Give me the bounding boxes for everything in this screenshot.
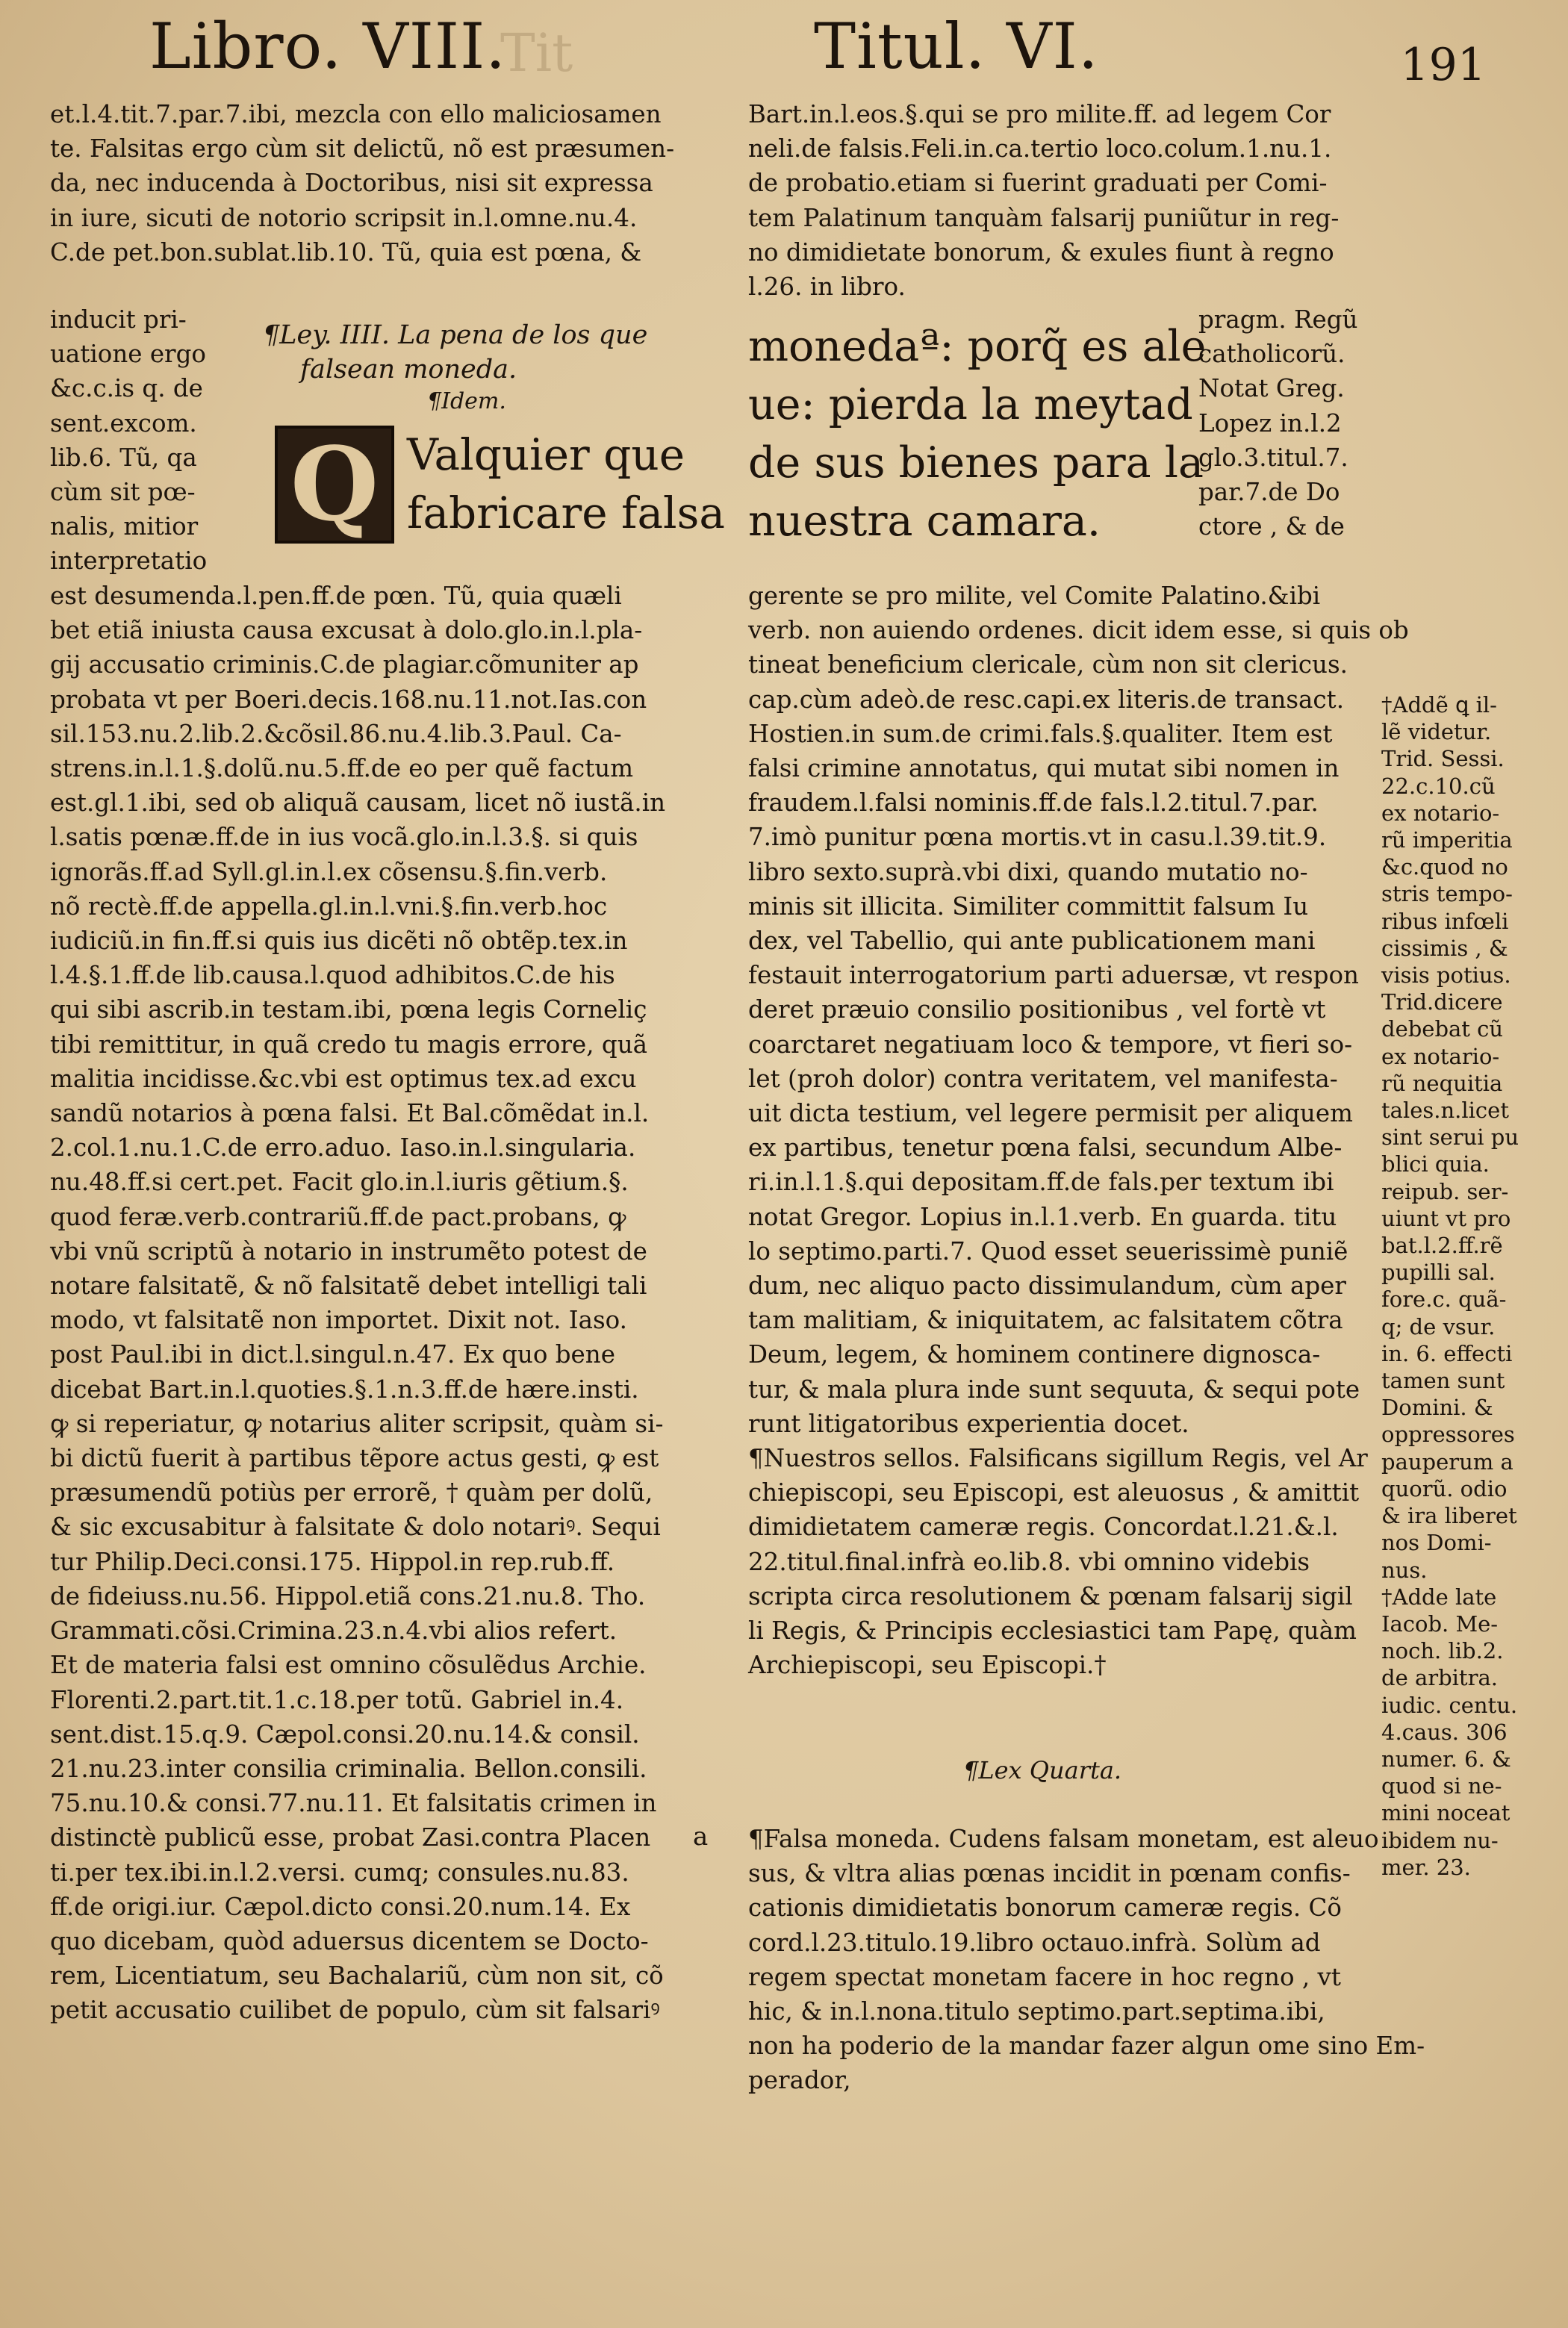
text-line: et.l.4.tit.7.par.7.ibi, mezcla con ello maliciosamen: [50, 100, 662, 128]
text-line: gij accusatio criminis.C.de plagiar.cõmuniter ap: [50, 650, 639, 679]
text-line: lo septimo.parti.7. Quod esset seuerissimè puniẽ: [748, 1236, 1348, 1266]
text-line: in iure, sicuti de notorio scripsit in.l.omne.nu.4.: [50, 203, 638, 232]
text-line: ue: pierda la meytad: [748, 380, 1193, 429]
text-line: 75.nu.10.& consi.77.nu.11. Et falsitatis crimen in: [50, 1789, 657, 1818]
text-line: & ira liberet: [1381, 1503, 1517, 1529]
text-line: sent.dist.15.q.9. Cæpol.consi.20.nu.14.& consil.: [50, 1719, 640, 1749]
text-line: tem Palatinum tanquàm falsarij puniũtur in reg-: [748, 203, 1340, 232]
text-line: qui sibi ascrib.in testam.ibi, pœna legis Corneliç: [50, 995, 647, 1024]
text-line: ex notario-: [1381, 800, 1500, 826]
text-line: q; de vsur.: [1381, 1313, 1496, 1339]
text-line: petit accusatio cuilibet de populo, cùm sit falsariꝰ: [50, 1996, 660, 2025]
text-line: falsi crimine annotatus, qui mutat sibi nomen in: [748, 754, 1340, 783]
running-head-book: Libro. VIII.: [149, 10, 506, 83]
text-line: Bart.in.l.eos.§.qui se pro milite.ff. ad legem Cor: [748, 100, 1331, 128]
text-line: l.satis pœnæ.ff.de in ius vocã.glo.in.l.3.§. si quis: [50, 823, 638, 852]
text-line: in. 6. effecti: [1381, 1340, 1513, 1366]
text-line: quo dicebam, quòd aduersus dicentem se Docto-: [50, 1926, 649, 1955]
text-line: mer. 23.: [1381, 1854, 1471, 1880]
text-line: tam malitiam, & iniquitatem, ac falsitatem cõtra: [748, 1306, 1343, 1335]
text-line: ignorãs.ff.ad Syll.gl.in.l.ex cõsensu.§.fin.verb.: [50, 857, 608, 886]
text-line: li Regis, & Principis ecclesiastici tam Papę, quàm: [748, 1616, 1357, 1646]
text-line: nalis, mitior: [50, 512, 199, 541]
text-line: rũ imperitia: [1381, 827, 1513, 853]
text-line: dum, nec aliquo pacto dissimulandum, cùm aper: [748, 1272, 1346, 1301]
law-text-large-right: [748, 317, 1206, 550]
text-line: Deum, legem, & hominem continere dignosca-: [748, 1340, 1321, 1369]
text-line: bat.l.2.ff.rẽ: [1381, 1233, 1503, 1259]
text-line: Et de materia falsi est omnino cõsulẽdus Archie.: [50, 1651, 647, 1680]
text-line: no dimidietate bonorum, & exules fiunt à regno: [748, 237, 1334, 267]
text-line: fabricare falsa: [407, 488, 725, 538]
text-line: tibi remittitur, in quã credo tu magis errore, quã: [50, 1030, 648, 1059]
text-line: ex partibus, tenetur pœna falsi, secundum Albe-: [748, 1133, 1343, 1163]
text-line: minis sit illicita. Similiter committit falsum Iu: [748, 891, 1309, 921]
text-line: quod feræ.verb.contrariũ.ff.de pact.probans, ꝙ: [50, 1202, 626, 1231]
text-line: Valquier que: [407, 429, 685, 480]
text-line: Trid.dicere: [1381, 989, 1503, 1015]
text-line: blici quia.: [1381, 1151, 1490, 1177]
left-column-main: [50, 579, 665, 2028]
text-line: ꝙ si reperiatur, ꝙ notarius aliter scripsit, quàm si-: [50, 1409, 664, 1438]
text-line: vbi vnũ scriptũ à notario in instrumẽto potest de: [50, 1236, 647, 1266]
right-side-gloss: [1198, 302, 1357, 544]
right-column-main: [748, 579, 1409, 1683]
text-line: †Addẽ ꝗ il-: [1381, 692, 1497, 718]
text-line: deret præuio consilio positionibus , vel fortè vt: [748, 995, 1326, 1024]
text-line: uiunt vt pro: [1381, 1205, 1511, 1231]
text-line: tineat beneficium clericale, cùm non sit clericus.: [748, 650, 1348, 679]
text-line: distinctè publicũ esse, probat Zasi.contra Placen: [50, 1823, 651, 1852]
text-line: sent.excom.: [50, 408, 197, 438]
text-line: notare falsitatẽ, & nõ falsitatẽ debet intelligi tali: [50, 1272, 647, 1301]
text-line: verb. non auiendo ordenes. dicit idem esse, si quis ob: [748, 616, 1409, 645]
text-line: quorũ. odio: [1381, 1475, 1508, 1501]
text-line: nu.48.ff.si cert.pet. Facit glo.in.l.iuris gẽtium.§.: [50, 1168, 629, 1197]
text-line: neli.de falsis.Feli.in.ca.tertio loco.colum.1.nu.1.: [748, 134, 1332, 164]
text-line: Domini. &: [1381, 1395, 1493, 1421]
text-line: dicebat Bart.in.l.quoties.§.1.n.3.ff.de hære.insti.: [50, 1375, 639, 1404]
text-line: de arbitra.: [1381, 1665, 1498, 1691]
text-line: tur, & mala plura inde sunt sequuta, & sequi pote: [748, 1375, 1360, 1404]
text-line: Trid. Sessi.: [1381, 746, 1505, 772]
text-line: pauperum a: [1381, 1448, 1513, 1475]
text-line: scripta circa resolutionem & pœnam falsarij sigil: [748, 1581, 1353, 1610]
text-line: ri.in.l.1.§.qui depositam.ff.de fals.per textum ibi: [748, 1168, 1334, 1197]
text-line: noch. lib.2.: [1381, 1638, 1504, 1664]
text-line: uit dicta testium, vel legere permisit per aliquem: [748, 1099, 1353, 1128]
law-text-large-left: [407, 426, 725, 542]
text-line: stris tempo-: [1381, 881, 1513, 907]
text-line: malitia incidisse.&c.vbi est optimus tex.ad excu: [50, 1064, 637, 1093]
text-line: te. Falsitas ergo cùm sit delictũ, nõ est præsumen-: [50, 134, 675, 164]
text-line: Hostien.in sum.de crimi.fals.§.qualiter. Item est: [748, 719, 1333, 748]
text-line: visis potius.: [1381, 962, 1511, 989]
text-line: tamen sunt: [1381, 1368, 1505, 1394]
text-line: libro sexto.suprà.vbi dixi, quando mutatio no-: [748, 857, 1308, 886]
text-line: ex notario-: [1381, 1043, 1500, 1069]
text-line: de sus bienes para la: [748, 438, 1204, 488]
text-line: l.26. in libro.: [748, 273, 906, 302]
text-line: nus.: [1381, 1557, 1428, 1583]
text-line: debebat cũ: [1381, 1016, 1504, 1042]
text-line: iudiciũ.in fin.ff.si quis ius dicẽti nõ obtẽp.tex.in: [50, 927, 628, 956]
ley-heading: [263, 318, 647, 417]
text-line: lib.6. Tũ, qa: [50, 443, 197, 472]
text-line: nõ rectè.ff.de appella.gl.in.l.vni.§.fin.verb.hoc: [50, 891, 608, 921]
right-column-top: [748, 97, 1339, 304]
text-line: cissimis , &: [1381, 935, 1508, 961]
text-line: rem, Licentiatum, seu Bachalariũ, cùm non sit, cõ: [50, 1961, 664, 1991]
lex-quarta-heading: ¶Lex Quarta.: [963, 1756, 1122, 1784]
text-line: præsumendũ potiùs per errorẽ, † quàm per dolũ,: [50, 1478, 653, 1507]
text-line: 22.titul.final.infrà eo.lib.8. vbi omnino videbis: [748, 1547, 1310, 1576]
text-line: fraudem.l.falsi nominis.ff.de fals.l.2.titul.7.par.: [748, 788, 1319, 818]
ley-title-line: falsean moneda.: [300, 355, 517, 385]
text-line: gerente se pro milite, vel Comite Palatino.&ibi: [748, 582, 1321, 610]
text-line: de probatio.etiam si fuerint graduati per Comi-: [748, 169, 1328, 198]
text-line: bi dictũ fuerit à partibus tẽpore actus gesti, ꝙ est: [50, 1444, 659, 1473]
text-line: &c.quod no: [1381, 854, 1508, 880]
text-line: oppressores: [1381, 1422, 1515, 1448]
text-line: iudic. centu.: [1381, 1692, 1518, 1718]
text-line: regem spectat monetam facere in hoc regno , vt: [748, 1962, 1341, 1991]
text-line: numer. 6. &: [1381, 1746, 1511, 1772]
text-line: est desumenda.l.pen.ff.de pœn. Tũ, quia quæli: [50, 582, 622, 610]
text-line: fore.c. quã-: [1381, 1286, 1507, 1313]
text-line: 7.imò punitur pœna mortis.vt in casu.l.39.tit.9.: [748, 823, 1327, 852]
text-line: cap.cùm adeò.de resc.capi.ex literis.de transact.: [748, 685, 1345, 714]
text-line: sandũ notarios à pœna falsi. Et Bal.cõmẽdat in.l.: [50, 1099, 650, 1128]
text-line: ff.de origi.iur. Cæpol.dicto consi.20.num.14. Ex: [50, 1892, 631, 1921]
text-line: catholicorũ.: [1198, 340, 1345, 369]
text-line: cationis dimidietatis bonorum cameræ regis. Cõ: [748, 1893, 1342, 1923]
text-line: pragm. Regũ: [1198, 305, 1358, 334]
running-head-title: Titul. VI.: [814, 10, 1099, 83]
text-line: festauit interrogatorium parti aduersæ, vt respon: [748, 961, 1359, 990]
text-line: ctore , & de: [1198, 512, 1345, 541]
text-line: sint serui pu: [1381, 1124, 1519, 1151]
text-line: post Paul.ibi in dict.l.singul.n.47. Ex quo bene: [50, 1340, 615, 1369]
text-line: pupilli sal.: [1381, 1260, 1496, 1286]
text-line: notat Gregor. Lopius in.l.1.verb. En guarda. titu: [748, 1202, 1337, 1231]
ley-title: [263, 318, 647, 387]
text-line: par.7.de Do: [1198, 478, 1340, 507]
text-line: Archiepiscopi, seu Episcopi.†: [748, 1651, 1107, 1680]
left-column-top: [50, 97, 674, 270]
text-line: sus, & vltra alias pœnas incidit in pœnam confis-: [748, 1859, 1351, 1888]
text-line: non ha poderio de la mandar fazer algun ome sino Em-: [748, 2032, 1425, 2061]
text-line: glo.3.titul.7.: [1198, 443, 1348, 472]
text-line: &c.c.is q. de: [50, 374, 203, 403]
margin-notes: [1381, 691, 1519, 1881]
text-line: Iacob. Me-: [1381, 1610, 1499, 1637]
text-line: monedaª: porq̃ es ale: [748, 322, 1207, 371]
text-line: da, nec inducenda à Doctoribus, nisi sit expressa: [50, 169, 653, 198]
text-line: quod si ne-: [1381, 1773, 1502, 1799]
text-line: reipub. ser-: [1381, 1178, 1509, 1204]
text-line: 4.caus. 306: [1381, 1719, 1508, 1745]
text-line: 2.col.1.nu.1.C.de erro.aduo. Iaso.in.l.singularia.: [50, 1133, 636, 1163]
text-line: coarctaret negatiuam loco & tempore, vt fieri so-: [748, 1030, 1353, 1059]
text-line: Notat Greg.: [1198, 374, 1345, 403]
ley-idem: ¶Idem.: [427, 388, 506, 414]
right-column-lower: [748, 1822, 1425, 2098]
folio-number: 191: [1400, 39, 1486, 91]
text-line: Grammati.cõsi.Crimina.23.n.4.vbi alios refert.: [50, 1616, 617, 1646]
text-line: cùm sit pœ-: [50, 478, 196, 507]
text-line: dimidietatem cameræ regis. Concordat.l.21.&.l.: [748, 1513, 1339, 1542]
text-line: Lopez in.l.2: [1198, 408, 1342, 438]
text-line: uatione ergo: [50, 340, 206, 369]
text-line: †Adde late: [1381, 1584, 1497, 1610]
text-line: rũ nequitia: [1381, 1070, 1503, 1096]
text-line: chiepiscopi, seu Episcopi, est aleuosus , & amittit: [748, 1478, 1360, 1507]
text-line: ibidem nu-: [1381, 1827, 1499, 1853]
text-line: inducit pri-: [50, 305, 187, 334]
ley-title-line: ¶Ley. IIII. La pena de los que: [263, 320, 648, 350]
text-line: Florenti.2.part.tit.1.c.18.per totũ. Gabriel in.4.: [50, 1685, 624, 1714]
text-line: perador,: [748, 2066, 851, 2095]
text-line: ribus infœli: [1381, 908, 1509, 934]
text-line: & sic excusabitur à falsitate & dolo notariꝰ. Sequi: [50, 1513, 661, 1542]
text-line: de fideiuss.nu.56. Hippol.etiã cons.21.nu.8. Tho.: [50, 1581, 646, 1610]
left-narrow-column: [50, 302, 207, 579]
text-line: ¶Nuestros sellos. Falsificans sigillum Regis, vel Ar: [748, 1444, 1368, 1473]
text-line: nos Domi-: [1381, 1530, 1492, 1556]
text-line: dex, vel Tabellio, qui ante publicationem mani: [748, 927, 1316, 956]
text-line: tales.n.licet: [1381, 1098, 1509, 1124]
text-line: cord.l.23.titulo.19.libro octauo.infrà. Solùm ad: [748, 1928, 1321, 1957]
text-line: est.gl.1.ibi, sed ob aliquã causam, licet nõ iustã.in: [50, 788, 666, 818]
text-line: let (proh dolor) contra veritatem, vel manifesta-: [748, 1064, 1338, 1093]
text-line: tur Philip.Deci.consi.175. Hippol.in rep.rub.ff.: [50, 1547, 615, 1576]
text-line: 21.nu.23.inter consilia criminalia. Bellon.consili.: [50, 1754, 647, 1783]
text-line: ti.per tex.ibi.in.l.2.versi. cumq; consules.nu.83.: [50, 1858, 629, 1887]
text-line: C.de pet.bon.sublat.lib.10. Tũ, quia est pœna, &: [50, 237, 642, 267]
note-marker-a: a: [693, 1822, 709, 1852]
text-line: hic, & in.l.nona.titulo septimo.part.septima.ibi,: [748, 1997, 1325, 2026]
text-line: 22.c.10.cũ: [1381, 773, 1496, 799]
text-line: interpretatio: [50, 547, 208, 576]
text-line: lẽ videtur.: [1381, 719, 1492, 745]
text-line: nuestra camara.: [748, 497, 1101, 546]
text-line: mini noceat: [1381, 1800, 1511, 1826]
bleed-through-text: Tit: [500, 22, 573, 84]
text-line: sil.153.nu.2.lib.2.&cõsil.86.nu.4.lib.3.Paul. Ca-: [50, 719, 622, 748]
text-line: probata vt per Boeri.decis.168.nu.11.not.Ias.con: [50, 685, 647, 714]
text-line: modo, vt falsitatẽ non importet. Dixit not. Iaso.: [50, 1306, 628, 1335]
decorated-initial: Q: [275, 426, 394, 544]
text-line: runt litigatoribus experientia docet.: [748, 1409, 1189, 1438]
text-line: ¶Falsa moneda. Cudens falsam monetam, est aleuo: [748, 1825, 1379, 1853]
text-line: l.4.§.1.ff.de lib.causa.l.quod adhibitos.C.de his: [50, 961, 615, 990]
text-line: strens.in.l.1.§.dolũ.nu.5.ff.de eo per quẽ factum: [50, 754, 634, 783]
text-line: bet etiã iniusta causa excusat à dolo.glo.in.l.pla-: [50, 616, 643, 645]
